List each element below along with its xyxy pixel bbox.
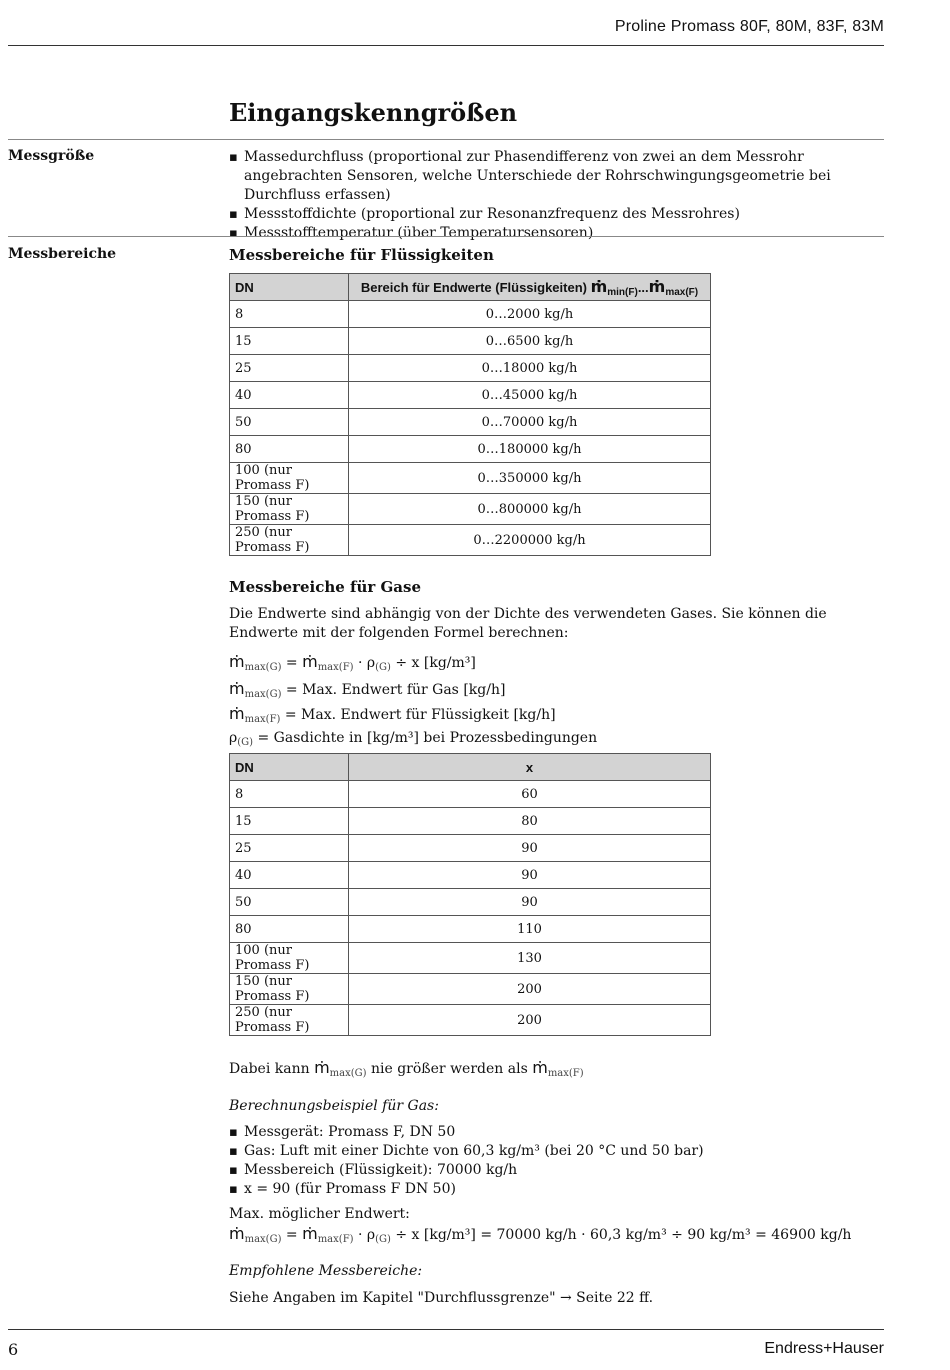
cell-dn: 50	[230, 889, 349, 916]
list-item: ▪ Massedurchfluss (proportional zur Phasendifferenz von zwei an dem Messrohr angebrachten Sensoren, welche Unterschiede der Rohrschwingungsgeometrie bei Durchfluss erfassen)	[229, 148, 884, 205]
list-item: ▪ Messstoffdichte (proportional zur Resonanzfrequenz des Messrohres)	[229, 205, 884, 224]
section-rule	[8, 236, 884, 237]
cell-dn: 15	[230, 808, 349, 835]
list-item: ▪ Messbereich (Flüssigkeit): 70000 kg/h	[229, 1161, 884, 1180]
section-rule	[8, 139, 884, 140]
cell-value: 90	[349, 835, 711, 862]
cell-value: 130	[349, 943, 711, 974]
table-row	[230, 835, 711, 862]
cell-dn: 50	[230, 409, 349, 436]
cell-value: 0…350000 kg/h	[349, 463, 711, 494]
page-title: Eingangskenngrößen	[229, 98, 518, 127]
table-row	[230, 301, 711, 328]
table-row	[230, 409, 711, 436]
cell-value: 90	[349, 889, 711, 916]
cell-value: 0…6500 kg/h	[349, 328, 711, 355]
formula-legend	[229, 679, 884, 752]
table-row	[230, 355, 711, 382]
table-row	[230, 436, 711, 463]
table-row	[230, 463, 711, 494]
list-item: ▪ x = 90 (für Promass F DN 50)	[229, 1180, 884, 1199]
cell-value: 0…2200000 kg/h	[349, 525, 711, 556]
messbereiche-label: Messbereiche	[8, 246, 117, 262]
cell-value: 0…18000 kg/h	[349, 355, 711, 382]
cell-value: 0…2000 kg/h	[349, 301, 711, 328]
table-header-row	[230, 754, 711, 781]
cell-value: 110	[349, 916, 711, 943]
cell-dn: 25	[230, 355, 349, 382]
empfohlen-heading: Empfohlene Messbereiche:	[229, 1263, 423, 1279]
cell-dn: 100 (nur Promass F)	[230, 943, 349, 974]
column-header-x: x	[349, 754, 711, 781]
table-row	[230, 382, 711, 409]
table-row	[230, 916, 711, 943]
column-header-bereich: Bereich für Endwerte (Flüssigkeiten) ṁ$_{min(F)}$...ṁ$_{max(F)}$	[349, 274, 711, 301]
brand-name: Endress+Hauser	[764, 1340, 884, 1357]
table-row	[230, 889, 711, 916]
cell-value: 80	[349, 808, 711, 835]
beispiel-heading: Berechnungsbeispiel für Gas:	[229, 1098, 439, 1114]
cell-value: 200	[349, 1005, 711, 1036]
cell-dn: 40	[230, 862, 349, 889]
header-rule	[8, 45, 884, 46]
column-header-dn: DN	[230, 754, 349, 781]
legend-item: ṁ$_{max(G)}$ = Max. Endwert für Gas [kg/h]	[229, 679, 506, 700]
messgroesse-label: Messgröße	[8, 148, 95, 164]
beispiel-list	[229, 1123, 884, 1199]
cell-dn: 250 (nur Promass F)	[230, 525, 349, 556]
column-header-dn: DN	[230, 274, 349, 301]
cell-dn: 25	[230, 835, 349, 862]
cell-dn: 250 (nur Promass F)	[230, 1005, 349, 1036]
gase-x-table	[229, 753, 711, 1036]
cell-dn: 80	[230, 436, 349, 463]
gase-intro: Die Endwerte sind abhängig von der Dichte des verwendeten Gases. Sie können die Endwerte mit der folgenden Formel berechnen:	[229, 606, 827, 641]
messgroesse-list	[229, 148, 884, 243]
gase-heading: Messbereiche für Gase	[229, 578, 422, 596]
legend-item: $\rho_{(G)}$ = Gasdichte in [kg/m³] bei Prozessbedingungen	[229, 730, 598, 748]
table-header-row	[230, 274, 711, 301]
cell-value: 0…800000 kg/h	[349, 494, 711, 525]
cell-dn: 100 (nur Promass F)	[230, 463, 349, 494]
dabei-note: Dabei kann ṁ$_{max(G)}$ nie größer werden als ṁ$_{max(F)}$	[229, 1058, 584, 1079]
document-header-title: Proline Promass 80F, 80M, 83F, 83M	[614, 18, 884, 35]
footer-rule	[8, 1329, 884, 1330]
table-row	[230, 328, 711, 355]
cell-dn: 40	[230, 382, 349, 409]
cell-dn: 150 (nur Promass F)	[230, 494, 349, 525]
max-endwert-formula: ṁ$_{max(G)}$ = ṁ$_{max(F)}$ · $\rho_{(G)} \div x$ [kg/m³] = 70000 kg/h · 60,3 kg/m³ ÷ 90 kg/m³ = 46900 kg/h	[229, 1224, 852, 1245]
empfohlen-text: Siehe Angaben im Kapitel "Durchflussgrenze" → Seite 22 ff.	[229, 1290, 654, 1306]
table-row	[230, 974, 711, 1005]
cell-value: 200	[349, 974, 711, 1005]
table-row	[230, 862, 711, 889]
max-endwert-label: Max. möglicher Endwert:	[229, 1206, 410, 1222]
cell-value: 0…45000 kg/h	[349, 382, 711, 409]
table-row	[230, 808, 711, 835]
cell-dn: 8	[230, 301, 349, 328]
formula: ṁ$_{max(G)}$ = ṁ$_{max(F)}$ · $\rho_{(G)} \div x$ [kg/m³]	[229, 652, 476, 673]
table-row	[230, 943, 711, 974]
cell-dn: 15	[230, 328, 349, 355]
list-item: ▪ Messgerät: Promass F, DN 50	[229, 1123, 884, 1142]
cell-value: 0…70000 kg/h	[349, 409, 711, 436]
legend-item: ṁ$_{max(F)}$ = Max. Endwert für Flüssigkeit [kg/h]	[229, 704, 556, 725]
table-row	[230, 781, 711, 808]
list-item: ▪ Messstofftemperatur (über Temperatursensoren)	[229, 224, 884, 243]
cell-dn: 8	[230, 781, 349, 808]
table-row	[230, 1005, 711, 1036]
page-number: 6	[8, 1340, 19, 1359]
table-row	[230, 494, 711, 525]
fluessigkeiten-heading: Messbereiche für Flüssigkeiten	[229, 246, 494, 264]
table-row	[230, 525, 711, 556]
cell-value: 0…180000 kg/h	[349, 436, 711, 463]
cell-dn: 80	[230, 916, 349, 943]
list-item: ▪ Gas: Luft mit einer Dichte von 60,3 kg/m³ (bei 20 °C und 50 bar)	[229, 1142, 884, 1161]
cell-value: 60	[349, 781, 711, 808]
fluessigkeiten-table	[229, 273, 711, 556]
cell-value: 90	[349, 862, 711, 889]
cell-dn: 150 (nur Promass F)	[230, 974, 349, 1005]
